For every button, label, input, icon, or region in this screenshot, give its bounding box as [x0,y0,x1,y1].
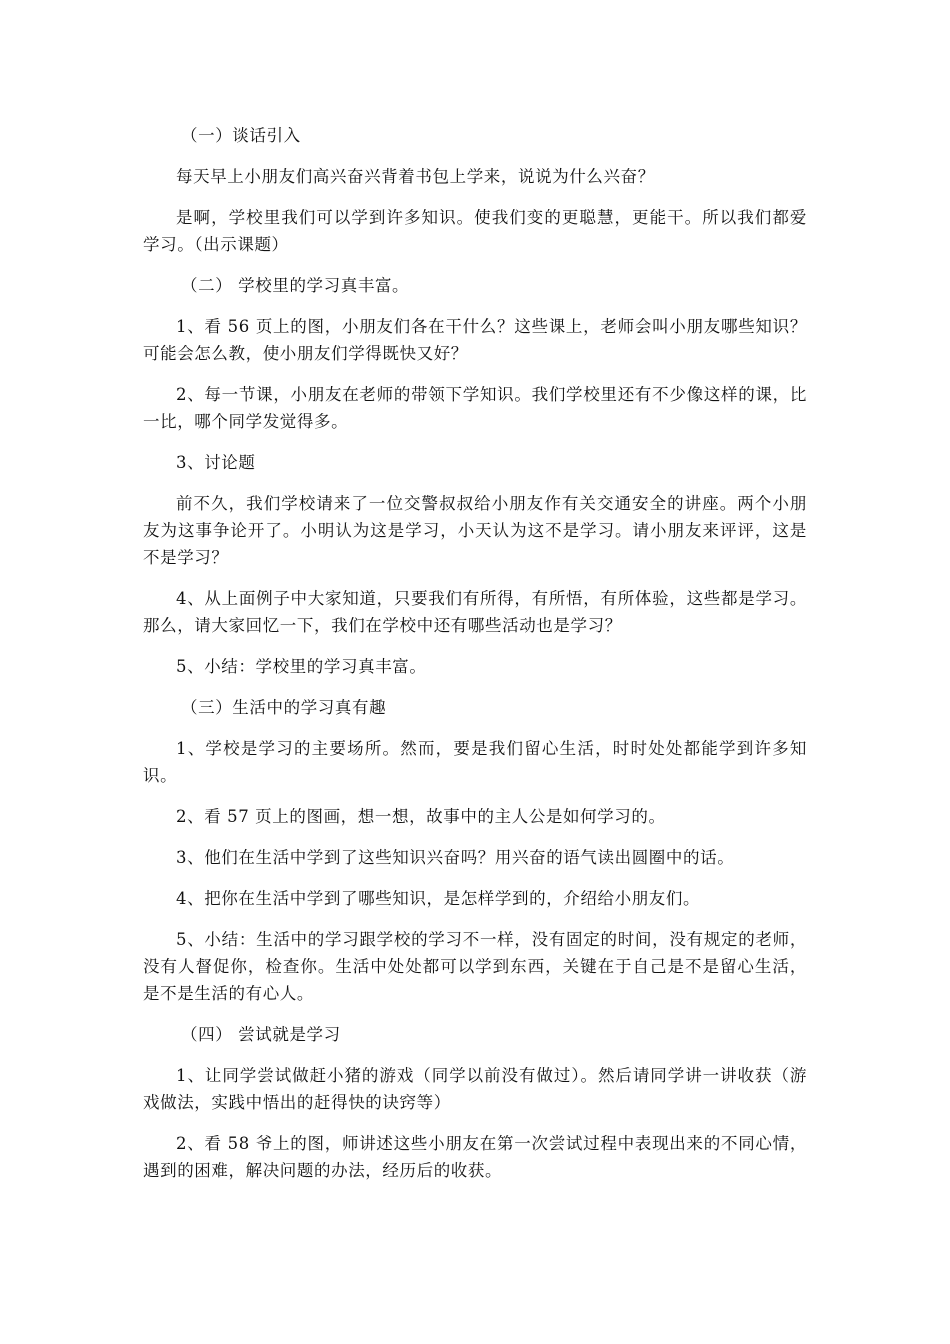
section-heading-2: （二） 学校里的学习真丰富。 [181,276,410,295]
paragraph: 2、看 57 页上的图画，想一想，故事中的主人公是如何学习的。 [176,807,666,826]
paragraph: 每天早上小朋友们高兴奋兴背着书包上学来，说说为什么兴奋？ [176,167,655,186]
paragraph: 4、把你在生活中学到了哪些知识，是怎样学到的，介绍给小朋友们。 [176,889,701,908]
paragraph: 2、每一节课，小朋友在老师的带领下学知识。我们学校里还有不少像这样的课，比一比，哪个同学发觉得多。 [143,385,807,431]
paragraph: 4、从上面例子中大家知道，只要我们有所得，有所悟，有所体验，这些都是学习。那么，请大家回忆一下，我们在学校中还有哪些活动也是学习？ [143,589,807,635]
paragraph: 前不久，我们学校请来了一位交警叔叔给小朋友作有关交通安全的讲座。两个小朋友为这事争论开了。小明认为这是学习，小天认为这不是学习。请小朋友来评评，这是不是学习？ [143,494,807,567]
paragraph: 1、学校是学习的主要场所。然而，要是我们留心生活，时时处处都能学到许多知识。 [143,739,807,785]
section-heading-3: （三）生活中的学习真有趣 [181,698,387,717]
paragraph: 3、他们在生活中学到了这些知识兴奋吗？用兴奋的语气读出圆圈中的话。 [176,848,735,867]
paragraph: 5、小结：学校里的学习真丰富。 [176,657,427,676]
section-heading-1: （一）谈话引入 [181,126,301,145]
document-page [143,122,807,1198]
paragraph: 5、小结：生活中的学习跟学校的学习不一样，没有固定的时间，没有规定的老师，没有人督促你，检查你。生活中处处都可以学到东西，关键在于自己是不是留心生活，是不是生活的有心人。 [143,930,807,1003]
paragraph: 2、看 58 爷上的图，师讲述这些小朋友在第一次尝试过程中表现出来的不同心情，遇到的困难，解决问题的办法，经历后的收获。 [143,1134,807,1180]
paragraph: 1、看 56 页上的图，小朋友们各在干什么？这些课上，老师会叫小朋友哪些知识？可能会怎么教，使小朋友们学得既快又好？ [143,317,807,363]
section-heading-4: （四） 尝试就是学习 [181,1025,341,1044]
paragraph: 3、讨论题 [176,453,256,472]
paragraph: 是啊，学校里我们可以学到许多知识。使我们变的更聪慧，更能干。所以我们都爱学习。（出示课题） [143,208,807,254]
paragraph: 1、让同学尝试做赶小猪的游戏（同学以前没有做过）。然后请同学讲一讲收获（游戏做法，实践中悟出的赶得快的诀窍等） [143,1066,807,1112]
